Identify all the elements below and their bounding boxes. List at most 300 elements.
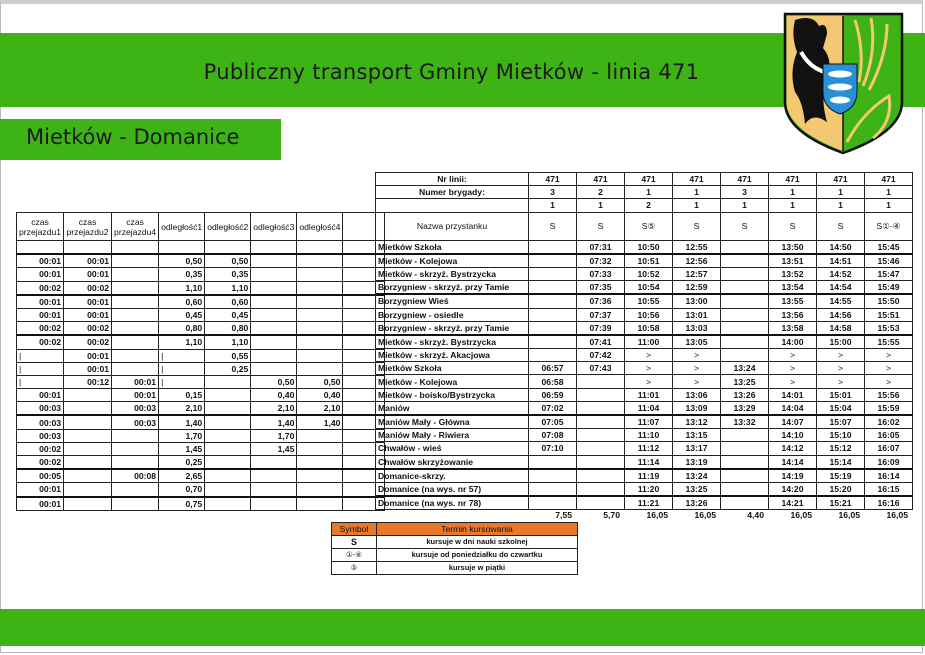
stop-name: Chwałów - wieś <box>376 442 529 455</box>
departure-time: 15:12 <box>817 442 865 455</box>
brigade-number: 1 <box>673 186 721 199</box>
course-number: 1 <box>673 199 721 212</box>
distance-cell <box>251 362 297 375</box>
distance-total: 16,05 <box>790 510 812 520</box>
symbol: S <box>769 212 817 240</box>
travel-time-cell <box>112 483 159 497</box>
departure-time: 15:45 <box>865 240 913 254</box>
distance-cell: 1,70 <box>251 429 297 442</box>
departure-time <box>721 429 769 442</box>
course-label-empty <box>376 199 529 212</box>
departure-time <box>721 335 769 349</box>
departure-time: 13:06 <box>673 388 721 401</box>
legend-symbol: ①-④ <box>332 549 377 562</box>
departure-time: 14:14 <box>769 455 817 469</box>
distance-cell: 1,70 <box>159 429 205 442</box>
departure-time: 16:07 <box>865 442 913 455</box>
departure-time <box>721 294 769 308</box>
travel-time-cell <box>112 254 159 268</box>
departure-time: > <box>673 362 721 375</box>
legend-row <box>332 562 578 575</box>
departure-time: 07:39 <box>577 321 625 335</box>
distance-total: 16,05 <box>646 510 668 520</box>
course-number: 1 <box>865 199 913 212</box>
distance-cell <box>205 389 251 402</box>
departure-time <box>529 240 577 254</box>
course-number: 1 <box>769 199 817 212</box>
departure-time: 13:55 <box>769 294 817 308</box>
distance-cell <box>205 456 251 470</box>
symbol: S <box>673 212 721 240</box>
stop-name: Mietków - Kolejowa <box>376 375 529 388</box>
distance-cell <box>205 375 251 388</box>
travel-time-cell: | <box>17 349 64 362</box>
departure-time: 07:02 <box>529 401 577 415</box>
distance-cell <box>251 335 297 349</box>
stop-name: Maniów Mały - Główna <box>376 415 529 429</box>
departure-time: 16:15 <box>865 482 913 496</box>
left-table-row <box>17 241 385 255</box>
distance-cell: 0,60 <box>159 295 205 309</box>
departure-time: 16:14 <box>865 469 913 483</box>
travel-time-cell <box>64 469 112 483</box>
departure-time: 13:17 <box>673 442 721 455</box>
travel-time-cell <box>64 442 112 455</box>
travel-time-cell: 00:01 <box>64 254 112 268</box>
timetable-row <box>376 294 913 308</box>
departure-time: 13:03 <box>673 321 721 335</box>
departure-time: > <box>865 349 913 362</box>
departure-time: 07:35 <box>577 281 625 295</box>
travel-time-cell <box>112 335 159 349</box>
legend-text: kursuje od poniedziałku do czwartku <box>377 549 578 562</box>
departure-time <box>577 442 625 455</box>
departure-time: 10:52 <box>625 267 673 280</box>
travel-time-cell <box>64 429 112 442</box>
departure-time: 07:32 <box>577 254 625 268</box>
departure-time: 06:57 <box>529 362 577 375</box>
departure-time: 11:01 <box>625 388 673 401</box>
departure-time <box>721 442 769 455</box>
distance-cell <box>205 429 251 442</box>
departure-time <box>721 281 769 295</box>
departure-time: 15:59 <box>865 401 913 415</box>
travel-time-cell: 00:01 <box>17 254 64 268</box>
departure-time <box>529 308 577 321</box>
travel-time-cell <box>112 497 159 511</box>
distance-cell: 0,45 <box>205 308 251 321</box>
departure-time: 11:19 <box>625 469 673 483</box>
travel-time-cell: 00:02 <box>17 322 64 336</box>
distance-cell: 2,10 <box>297 402 343 416</box>
left-table-row <box>17 415 385 429</box>
stop-name: Mietków - skrzyż. Bystrzycka <box>376 267 529 280</box>
departure-time: 13:24 <box>673 469 721 483</box>
distance-cell: 1,45 <box>251 442 297 455</box>
departure-time: 07:33 <box>577 267 625 280</box>
stop-name: Maniów Mały - Riwiera <box>376 429 529 442</box>
page-title: Publiczny transport Gminy Mietków - linia 471 <box>203 60 700 84</box>
departure-time: > <box>625 349 673 362</box>
distance-cell: 0,70 <box>159 483 205 497</box>
departure-time: 13:05 <box>673 335 721 349</box>
departure-time: 15:49 <box>865 281 913 295</box>
stop-header-row <box>376 212 913 240</box>
travel-time-cell: 00:02 <box>17 456 64 470</box>
distance-cell: 0,50 <box>159 254 205 268</box>
distance-cell: 0,45 <box>159 308 205 321</box>
header-czas-przejazdu2: czas przejazdu2 <box>64 213 112 241</box>
header-odleglosc3: odległość3 <box>251 213 297 241</box>
timetable-row <box>376 442 913 455</box>
distance-cell: 1,10 <box>159 281 205 295</box>
distance-total: 5,70 <box>603 510 620 520</box>
header-czas-przejazdu4: czas przejazdu4 <box>112 213 159 241</box>
departure-time: 10:50 <box>625 240 673 254</box>
departure-time: 07:41 <box>577 335 625 349</box>
departure-time <box>721 240 769 254</box>
footer-banner <box>0 609 925 646</box>
travel-time-cell: 00:02 <box>64 322 112 336</box>
stop-name: Domanice-skrzy. <box>376 469 529 483</box>
travel-time-cell <box>64 402 112 416</box>
brigade-label: Numer brygady: <box>376 186 529 199</box>
departure-time: 14:20 <box>769 482 817 496</box>
left-table-row <box>17 389 385 402</box>
travel-time-cell <box>64 415 112 429</box>
distance-cell <box>251 497 297 511</box>
line-number: 471 <box>625 173 673 186</box>
departure-time: 11:07 <box>625 415 673 429</box>
legend-header-term: Termin kursowania <box>377 523 578 536</box>
departure-time <box>721 308 769 321</box>
departure-time: 13:09 <box>673 401 721 415</box>
course-number: 1 <box>529 199 577 212</box>
line-number: 471 <box>577 173 625 186</box>
legend-text: kursuje w dni nauki szkolnej <box>377 536 578 549</box>
departure-time: > <box>865 362 913 375</box>
departure-time <box>529 254 577 268</box>
travel-time-cell <box>112 362 159 375</box>
travel-time-cell: 00:01 <box>17 268 64 281</box>
departure-time: 11:10 <box>625 429 673 442</box>
timetable-row <box>376 308 913 321</box>
left-table-row <box>17 268 385 281</box>
departure-time <box>529 455 577 469</box>
travel-time-cell <box>112 442 159 455</box>
brigade-number: 3 <box>721 186 769 199</box>
travel-time-cell: 00:01 <box>17 308 64 321</box>
symbol: S⑤ <box>625 212 673 240</box>
course-number: 2 <box>625 199 673 212</box>
travel-time-cell: 00:01 <box>112 375 159 388</box>
distance-cell <box>297 429 343 442</box>
coat-of-arms-icon <box>783 12 904 155</box>
stop-name-header: Nazwa przystanku <box>376 212 529 240</box>
distance-total: 4,40 <box>747 510 764 520</box>
departure-time: 14:52 <box>817 267 865 280</box>
left-table-row <box>17 456 385 470</box>
distance-cell <box>297 362 343 375</box>
timetable-row <box>376 281 913 295</box>
departure-time: 12:56 <box>673 254 721 268</box>
travel-time-cell: 00:01 <box>17 497 64 511</box>
departure-time: 13:19 <box>673 455 721 469</box>
header-odleglosc1: odległość1 <box>159 213 205 241</box>
line-number: 471 <box>721 173 769 186</box>
departure-time: 11:00 <box>625 335 673 349</box>
timetable-row <box>376 388 913 401</box>
left-table-header <box>17 213 385 241</box>
timetable-row <box>376 496 913 510</box>
departure-time: > <box>817 362 865 375</box>
header-odleglosc2: odległość2 <box>205 213 251 241</box>
stop-name: Mietków Szkoła <box>376 240 529 254</box>
departure-time <box>577 455 625 469</box>
departure-time: 13:29 <box>721 401 769 415</box>
departure-time: 07:36 <box>577 294 625 308</box>
distance-total: 16,05 <box>886 510 908 520</box>
distance-cell <box>297 241 343 255</box>
distance-cell: 1,10 <box>205 335 251 349</box>
left-table-row <box>17 469 385 483</box>
distance-cell <box>205 442 251 455</box>
departure-time: 07:42 <box>577 349 625 362</box>
departure-time <box>529 267 577 280</box>
timetable <box>375 172 913 510</box>
departure-time: 10:51 <box>625 254 673 268</box>
departure-time: 15:55 <box>865 335 913 349</box>
distance-cell: 1,10 <box>159 335 205 349</box>
departure-time: 07:43 <box>577 362 625 375</box>
travel-time-cell: 00:01 <box>17 389 64 402</box>
distance-cell <box>205 483 251 497</box>
distance-cell: 0,50 <box>297 375 343 388</box>
distance-cell: 2,10 <box>159 402 205 416</box>
brigade-number: 1 <box>769 186 817 199</box>
distance-cell: 2,10 <box>251 402 297 416</box>
distance-cell <box>205 497 251 511</box>
symbol: S <box>577 212 625 240</box>
distance-cell: 0,80 <box>205 322 251 336</box>
timetable-row <box>376 335 913 349</box>
departure-time: 14:01 <box>769 388 817 401</box>
distance-cell: 0,50 <box>205 254 251 268</box>
departure-time: 14:19 <box>769 469 817 483</box>
stop-name: Borzygniew - skrzyż. przy Tamie <box>376 321 529 335</box>
stop-name: Mietków - skrzyż. Bystrzycka <box>376 335 529 349</box>
distance-cell <box>251 322 297 336</box>
distance-cell: 1,40 <box>159 415 205 429</box>
departure-time <box>529 281 577 295</box>
distance-cell: 0,40 <box>251 389 297 402</box>
distance-cell: | <box>159 375 205 388</box>
departure-time <box>577 415 625 429</box>
line-number: 471 <box>529 173 577 186</box>
departure-time: 07:31 <box>577 240 625 254</box>
distance-cell <box>205 415 251 429</box>
departure-time: 07:08 <box>529 429 577 442</box>
distance-cell: 1,45 <box>159 442 205 455</box>
distance-cell <box>297 456 343 470</box>
distance-cell: 0,25 <box>205 362 251 375</box>
distance-cell <box>205 469 251 483</box>
departure-time: 10:55 <box>625 294 673 308</box>
departure-time <box>721 482 769 496</box>
line-number: 471 <box>769 173 817 186</box>
travel-time-cell: 00:02 <box>17 281 64 295</box>
departure-time <box>721 254 769 268</box>
departure-time: 15:01 <box>817 388 865 401</box>
departure-time: 14:10 <box>769 429 817 442</box>
distance-cell: 0,35 <box>159 268 205 281</box>
departure-time: 13:25 <box>673 482 721 496</box>
left-table-row <box>17 281 385 295</box>
distance-cell: 0,35 <box>205 268 251 281</box>
departure-time: 13:24 <box>721 362 769 375</box>
legend-symbol: S <box>332 536 377 549</box>
departure-time: 15:10 <box>817 429 865 442</box>
travel-time-cell <box>64 389 112 402</box>
departure-time: 15:14 <box>817 455 865 469</box>
distance-cell <box>297 254 343 268</box>
legend-header-symbol: Symbol <box>332 523 377 536</box>
legend-symbol: ⑤ <box>332 562 377 575</box>
course-number: 1 <box>577 199 625 212</box>
line-number: 471 <box>673 173 721 186</box>
travel-time-cell <box>64 456 112 470</box>
stop-name: Mietków - Kolejowa <box>376 254 529 268</box>
left-table-row <box>17 349 385 362</box>
departure-time: 11:14 <box>625 455 673 469</box>
stop-name: Domanice (na wys. nr 57) <box>376 482 529 496</box>
stop-name: Chwałów skrzyżowanie <box>376 455 529 469</box>
stop-name: Maniów <box>376 401 529 415</box>
travel-time-cell <box>64 483 112 497</box>
stop-name: Borzygniew - osiedle <box>376 308 529 321</box>
departure-time: 14:50 <box>817 240 865 254</box>
departure-time <box>577 429 625 442</box>
left-table-row <box>17 335 385 349</box>
departure-time: > <box>769 362 817 375</box>
travel-time-cell <box>112 241 159 255</box>
departure-time: 14:58 <box>817 321 865 335</box>
departure-time: > <box>817 375 865 388</box>
stop-name: Domanice (na wys. nr 78) <box>376 496 529 510</box>
left-table-row <box>17 362 385 375</box>
departure-time: 13:01 <box>673 308 721 321</box>
left-table-row <box>17 429 385 442</box>
departure-time: 07:37 <box>577 308 625 321</box>
brigade-number: 3 <box>529 186 577 199</box>
departure-time: 15:07 <box>817 415 865 429</box>
departure-time <box>529 349 577 362</box>
travel-time-cell: 00:12 <box>64 375 112 388</box>
travel-time-cell: 00:02 <box>17 442 64 455</box>
distance-cell <box>297 295 343 309</box>
distance-cell: 0,75 <box>159 497 205 511</box>
distance-cell <box>205 402 251 416</box>
distance-cell <box>251 281 297 295</box>
departure-time: 14:56 <box>817 308 865 321</box>
distance-total: 16,05 <box>694 510 716 520</box>
distance-cell <box>297 335 343 349</box>
departure-time <box>721 496 769 510</box>
travel-time-cell: 00:02 <box>64 335 112 349</box>
legend-row <box>332 549 578 562</box>
departure-time <box>529 321 577 335</box>
stop-name: Mietków - skrzyż. Akacjowa <box>376 349 529 362</box>
departure-time: > <box>625 375 673 388</box>
departure-time: 11:04 <box>625 401 673 415</box>
departure-time: 13:25 <box>721 375 769 388</box>
departure-time <box>577 401 625 415</box>
legend-table <box>331 522 578 575</box>
departure-time: 11:12 <box>625 442 673 455</box>
departure-time <box>529 496 577 510</box>
departure-time <box>577 482 625 496</box>
left-table-row <box>17 442 385 455</box>
departure-time: 11:20 <box>625 482 673 496</box>
line-number: 471 <box>817 173 865 186</box>
departure-time: 13:00 <box>673 294 721 308</box>
distance-cell: 0,55 <box>205 349 251 362</box>
departure-time: 10:54 <box>625 281 673 295</box>
departure-time: 13:54 <box>769 281 817 295</box>
distance-cell: 1,40 <box>251 415 297 429</box>
distance-cell: 1,10 <box>205 281 251 295</box>
distance-cell <box>251 241 297 255</box>
departure-time: > <box>865 375 913 388</box>
travel-time-cell <box>112 429 159 442</box>
travel-time-cell <box>17 241 64 255</box>
symbol: S <box>529 212 577 240</box>
departure-time: 13:12 <box>673 415 721 429</box>
travel-time-cell: 00:01 <box>64 268 112 281</box>
distance-cell <box>297 483 343 497</box>
travel-time-cell: 00:01 <box>64 295 112 309</box>
course-number-row <box>376 199 913 212</box>
distance-cell <box>297 268 343 281</box>
course-number: 1 <box>817 199 865 212</box>
legend-row <box>332 536 578 549</box>
legend-header <box>332 523 578 536</box>
departure-time: 15:56 <box>865 388 913 401</box>
line-number-label: Nr linii: <box>376 173 529 186</box>
departure-time: 13:32 <box>721 415 769 429</box>
departure-time: 11:21 <box>625 496 673 510</box>
departure-time <box>577 375 625 388</box>
stop-name: Borzygniew Wieś <box>376 294 529 308</box>
timetable-row <box>376 362 913 375</box>
departure-time: 13:52 <box>769 267 817 280</box>
stop-name: Borzygniew - skrzyż. przy Tamie <box>376 281 529 295</box>
departure-time <box>529 469 577 483</box>
travel-time-cell <box>64 497 112 511</box>
departure-time: 07:05 <box>529 415 577 429</box>
distance-cell <box>297 349 343 362</box>
departure-time: 16:09 <box>865 455 913 469</box>
route-title: Mietków - Domanice <box>26 125 240 149</box>
stop-name: Mietków - boisko/Bystrzycka <box>376 388 529 401</box>
travel-time-cell: 00:03 <box>17 429 64 442</box>
distance-cell <box>297 281 343 295</box>
distance-cell <box>251 295 297 309</box>
symbol: S <box>721 212 769 240</box>
left-table-row <box>17 402 385 416</box>
travel-time-cell <box>112 295 159 309</box>
departure-time: > <box>769 349 817 362</box>
